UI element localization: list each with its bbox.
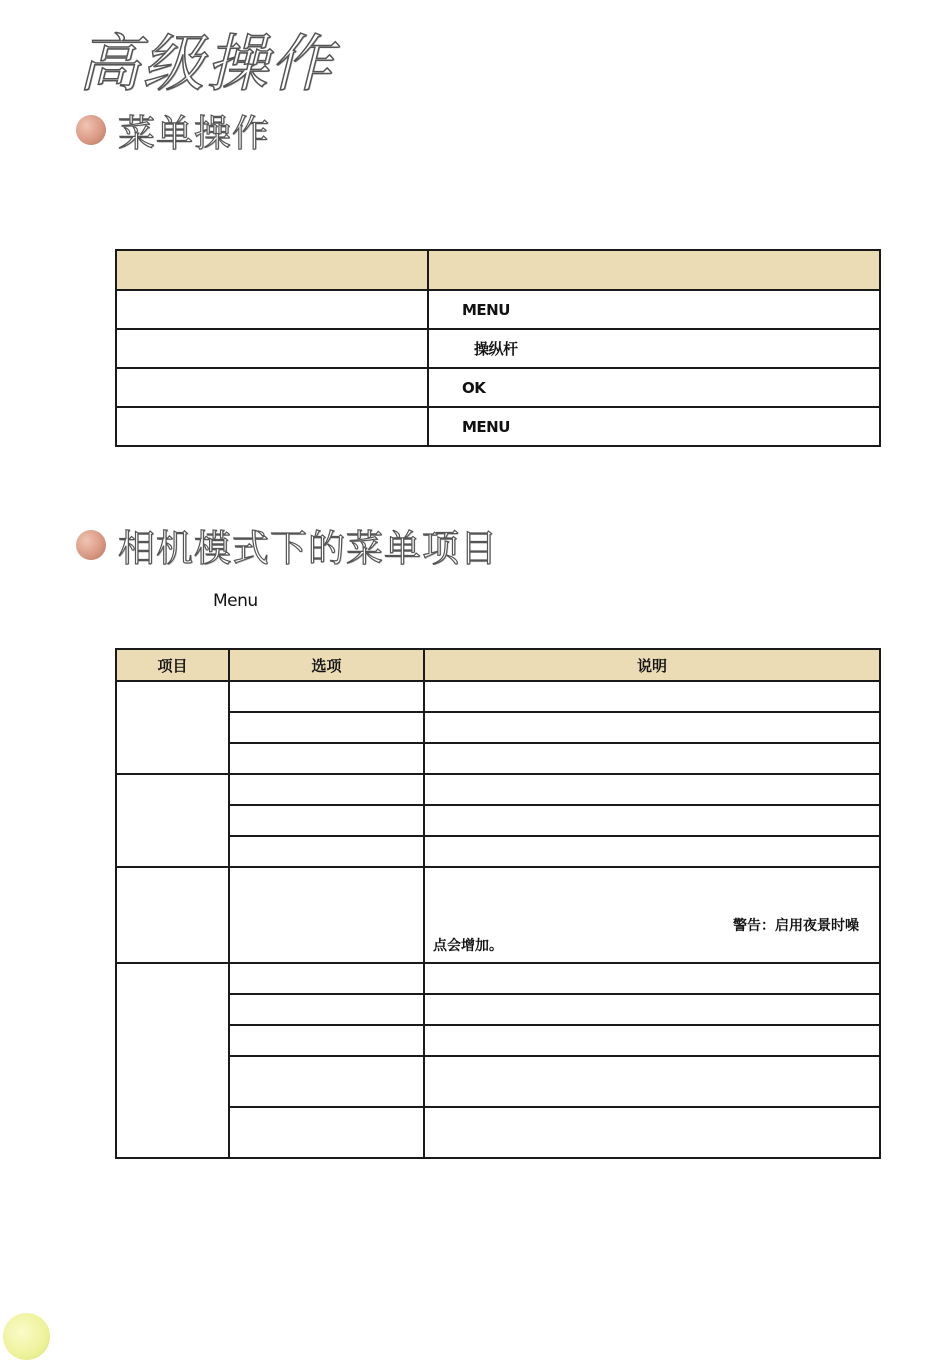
key-cell: 操纵杆 bbox=[428, 329, 880, 368]
item-cell bbox=[116, 774, 229, 867]
table-row bbox=[116, 681, 880, 712]
action-cell bbox=[116, 407, 428, 446]
table-row bbox=[116, 329, 880, 368]
table-row bbox=[116, 774, 880, 805]
option-cell bbox=[229, 743, 424, 774]
table-row bbox=[116, 407, 880, 446]
action-cell bbox=[116, 368, 428, 407]
item-cell bbox=[116, 867, 229, 963]
item-cell bbox=[116, 681, 229, 774]
camera-menu-table bbox=[115, 648, 881, 1159]
table-row bbox=[116, 1056, 880, 1107]
table-row bbox=[116, 867, 880, 963]
section-heading-menu-operation bbox=[76, 108, 270, 155]
key-cell: MENU bbox=[428, 407, 880, 446]
description-cell bbox=[424, 1025, 880, 1056]
action-cell bbox=[116, 329, 428, 368]
table-row bbox=[116, 836, 880, 867]
section-heading-text: 菜单操作 bbox=[118, 112, 270, 155]
section-heading-camera-menu bbox=[76, 523, 498, 570]
table-header-row bbox=[116, 250, 880, 290]
description-cell bbox=[424, 1107, 880, 1158]
description-cell bbox=[424, 805, 880, 836]
section-heading-text: 相机模式下的菜单项目 bbox=[118, 527, 498, 570]
option-cell bbox=[229, 963, 424, 994]
action-cell bbox=[116, 290, 428, 329]
option-cell bbox=[229, 836, 424, 867]
description-cell bbox=[424, 963, 880, 994]
page-number-marker bbox=[3, 1313, 50, 1360]
option-cell bbox=[229, 681, 424, 712]
table-row bbox=[116, 712, 880, 743]
description-cell bbox=[424, 994, 880, 1025]
option-cell bbox=[229, 994, 424, 1025]
table-row bbox=[116, 743, 880, 774]
description-cell bbox=[424, 681, 880, 712]
warning-text: 警告：启用夜景时噪 bbox=[733, 918, 859, 934]
option-cell bbox=[229, 1056, 424, 1107]
option-cell bbox=[229, 1107, 424, 1158]
description-cell bbox=[424, 836, 880, 867]
description-cell bbox=[424, 1056, 880, 1107]
option-cell bbox=[229, 774, 424, 805]
option-cell bbox=[229, 712, 424, 743]
header-item: 项目 bbox=[116, 649, 229, 681]
option-cell bbox=[229, 1025, 424, 1056]
table-row bbox=[116, 1025, 880, 1056]
page-title: 高级操作 bbox=[78, 27, 335, 100]
table-header-cell bbox=[116, 250, 428, 290]
header-description: 说明 bbox=[424, 649, 880, 681]
item-cell bbox=[116, 963, 229, 1158]
circle-bullet-icon bbox=[76, 115, 106, 145]
description-cell bbox=[424, 774, 880, 805]
table-row bbox=[116, 290, 880, 329]
table-row bbox=[116, 1107, 880, 1158]
table-row bbox=[116, 994, 880, 1025]
key-cell: OK bbox=[428, 368, 880, 407]
header-option: 选项 bbox=[229, 649, 424, 681]
night-scene-description-cell bbox=[424, 867, 880, 963]
warning-text-continued: 点会增加。 bbox=[433, 938, 503, 954]
menu-operation-table bbox=[115, 249, 881, 447]
table-header-cell bbox=[428, 250, 880, 290]
table-row bbox=[116, 963, 880, 994]
option-cell bbox=[229, 867, 424, 963]
menu-note: Menu bbox=[213, 591, 258, 611]
description-cell bbox=[424, 743, 880, 774]
option-cell bbox=[229, 805, 424, 836]
circle-bullet-icon bbox=[76, 530, 106, 560]
table-row bbox=[116, 368, 880, 407]
table-header-row bbox=[116, 649, 880, 681]
key-cell: MENU bbox=[428, 290, 880, 329]
description-cell bbox=[424, 712, 880, 743]
table-row bbox=[116, 805, 880, 836]
